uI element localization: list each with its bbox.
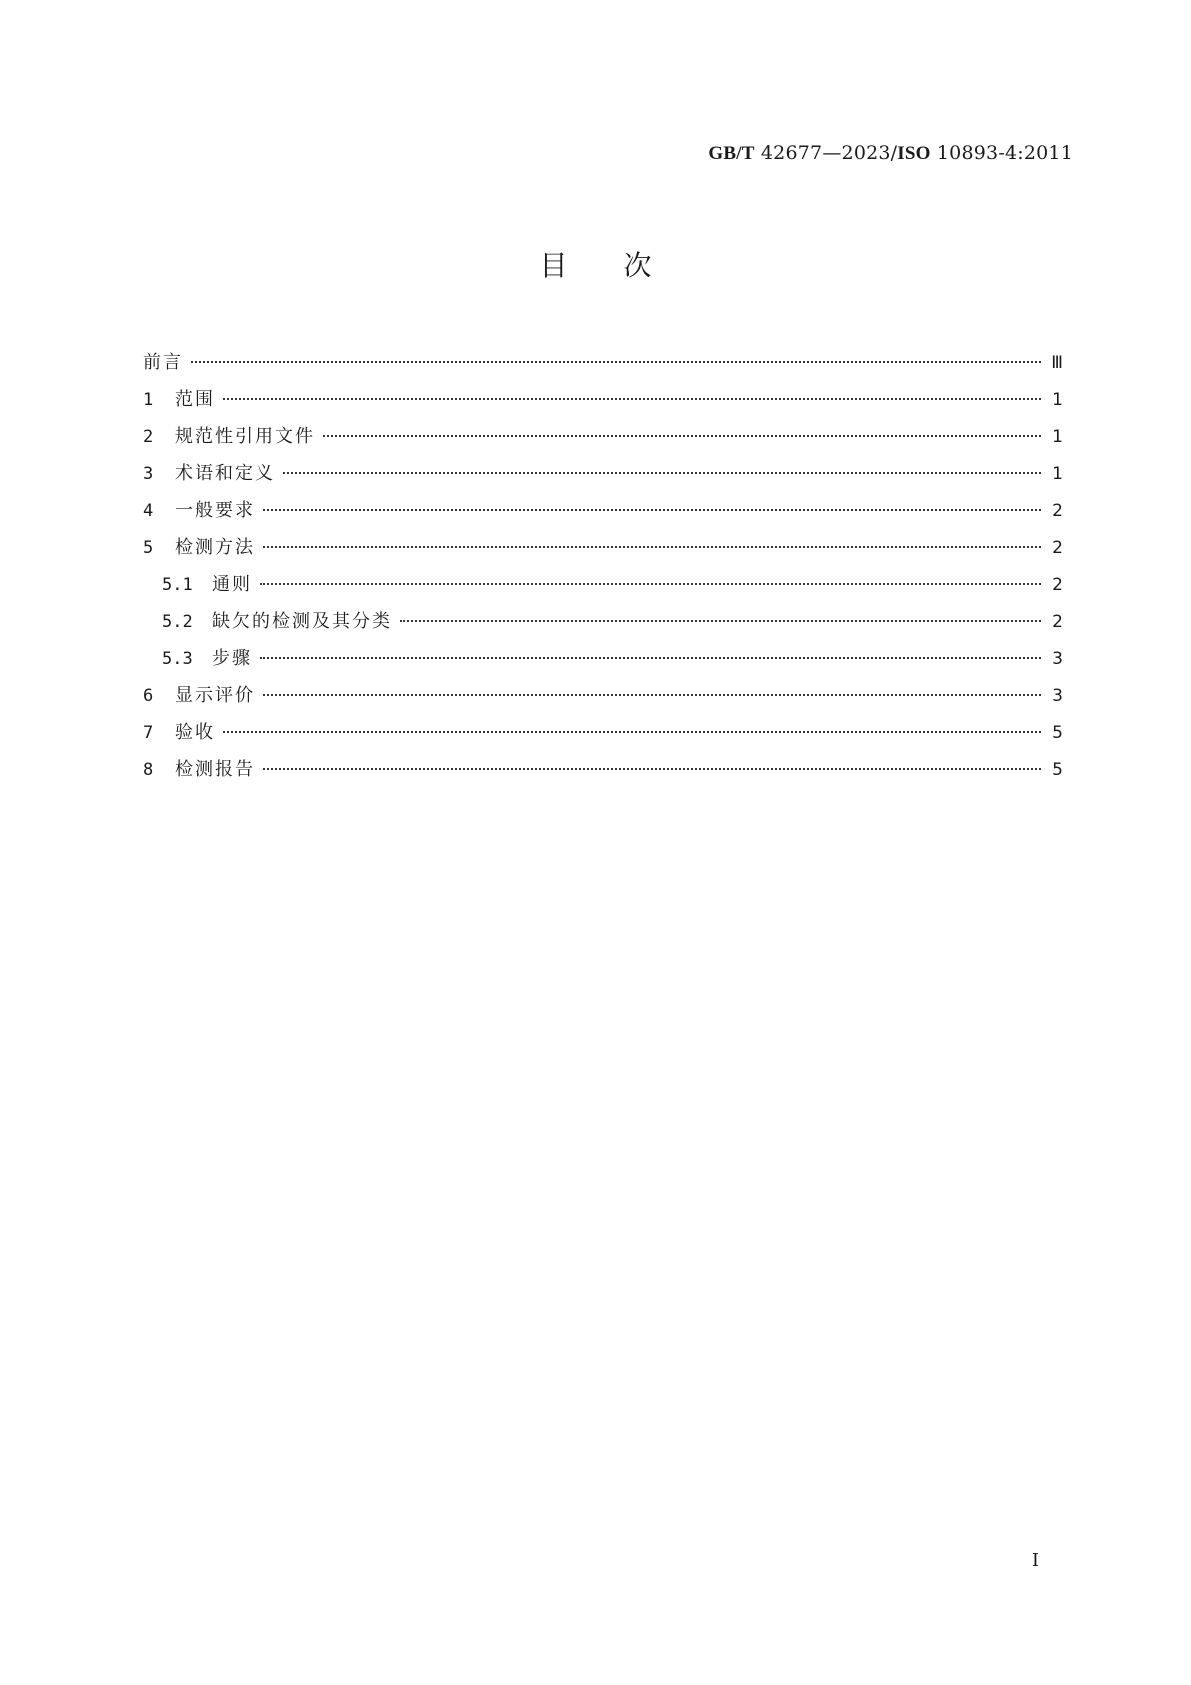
toc-dot-leader <box>323 434 1041 437</box>
toc-entry[interactable] <box>143 344 1063 381</box>
toc-entry-page: Ⅲ <box>1051 353 1063 373</box>
toc-entry[interactable] <box>143 455 1063 492</box>
toc-entry-label: 检测报告 <box>175 759 255 780</box>
toc-entry-page: 1 <box>1052 464 1063 484</box>
toc-entry[interactable] <box>143 677 1063 714</box>
toc-entry-page: 1 <box>1052 390 1063 410</box>
toc-dot-leader <box>263 545 1041 548</box>
toc-dot-leader <box>191 360 1041 363</box>
standard-number <box>708 142 1073 165</box>
toc-dot-leader <box>223 397 1041 400</box>
table-of-contents <box>143 344 1063 788</box>
toc-entry-label: 通则 <box>212 574 252 595</box>
toc-entry-label: 检测方法 <box>175 537 255 558</box>
toc-dot-leader <box>223 730 1041 733</box>
toc-entry[interactable] <box>143 640 1063 677</box>
toc-entry-page: 2 <box>1052 538 1063 558</box>
toc-entry-number: 1 <box>143 390 154 410</box>
toc-dot-leader <box>263 693 1041 696</box>
std-prefix: GB/T <box>708 143 755 164</box>
toc-entry[interactable] <box>143 492 1063 529</box>
toc-entry-label: 验收 <box>175 722 215 743</box>
std-iso-prefix: ISO <box>897 143 931 164</box>
toc-entry-number: 5.2 <box>162 612 193 632</box>
toc-entry[interactable] <box>143 714 1063 751</box>
toc-entry-label: 一般要求 <box>175 500 255 521</box>
toc-entry-number: 3 <box>143 464 154 484</box>
toc-entry[interactable] <box>143 418 1063 455</box>
toc-entry-number: 5.3 <box>162 649 193 669</box>
toc-entry-page: 2 <box>1052 575 1063 595</box>
toc-entry-label: 显示评价 <box>175 685 255 706</box>
toc-entry[interactable] <box>143 529 1063 566</box>
toc-entry[interactable] <box>143 381 1063 418</box>
toc-entry-label: 前言 <box>143 352 183 373</box>
toc-entry-number: 8 <box>143 760 154 780</box>
toc-entry-page: 2 <box>1052 501 1063 521</box>
toc-entry-number: 2 <box>143 427 154 447</box>
toc-dot-leader <box>283 471 1041 474</box>
std-main: 42677—2023/ <box>760 142 898 164</box>
toc-entry-label: 步骤 <box>212 648 252 669</box>
toc-dot-leader <box>260 656 1041 659</box>
toc-entry-page: 5 <box>1052 760 1063 780</box>
toc-entry[interactable] <box>143 751 1063 788</box>
toc-entry-label: 规范性引用文件 <box>175 426 315 447</box>
toc-entry-number: 6 <box>143 686 154 706</box>
toc-entry-label: 缺欠的检测及其分类 <box>212 611 392 632</box>
toc-entry-number: 5 <box>143 538 154 558</box>
page-title: 目次 <box>539 249 708 282</box>
std-iso-rest: 10893-4:2011 <box>936 142 1073 164</box>
toc-entry-page: 1 <box>1052 427 1063 447</box>
toc-dot-leader <box>263 508 1041 511</box>
toc-dot-leader <box>263 767 1041 770</box>
toc-entry-number: 7 <box>143 723 154 743</box>
toc-entry-page: 5 <box>1052 723 1063 743</box>
toc-entry-page: 3 <box>1052 686 1063 706</box>
toc-entry-label: 范围 <box>175 389 215 410</box>
page-folio: Ⅰ <box>1031 1550 1039 1571</box>
toc-entry-number: 4 <box>143 501 154 521</box>
toc-entry[interactable] <box>143 603 1063 640</box>
toc-dot-leader <box>400 619 1041 622</box>
toc-entry[interactable] <box>143 566 1063 603</box>
toc-entry-label: 术语和定义 <box>175 463 275 484</box>
toc-entry-page: 3 <box>1052 649 1063 669</box>
toc-entry-page: 2 <box>1052 612 1063 632</box>
toc-dot-leader <box>260 582 1041 585</box>
toc-entry-number: 5.1 <box>162 575 193 595</box>
